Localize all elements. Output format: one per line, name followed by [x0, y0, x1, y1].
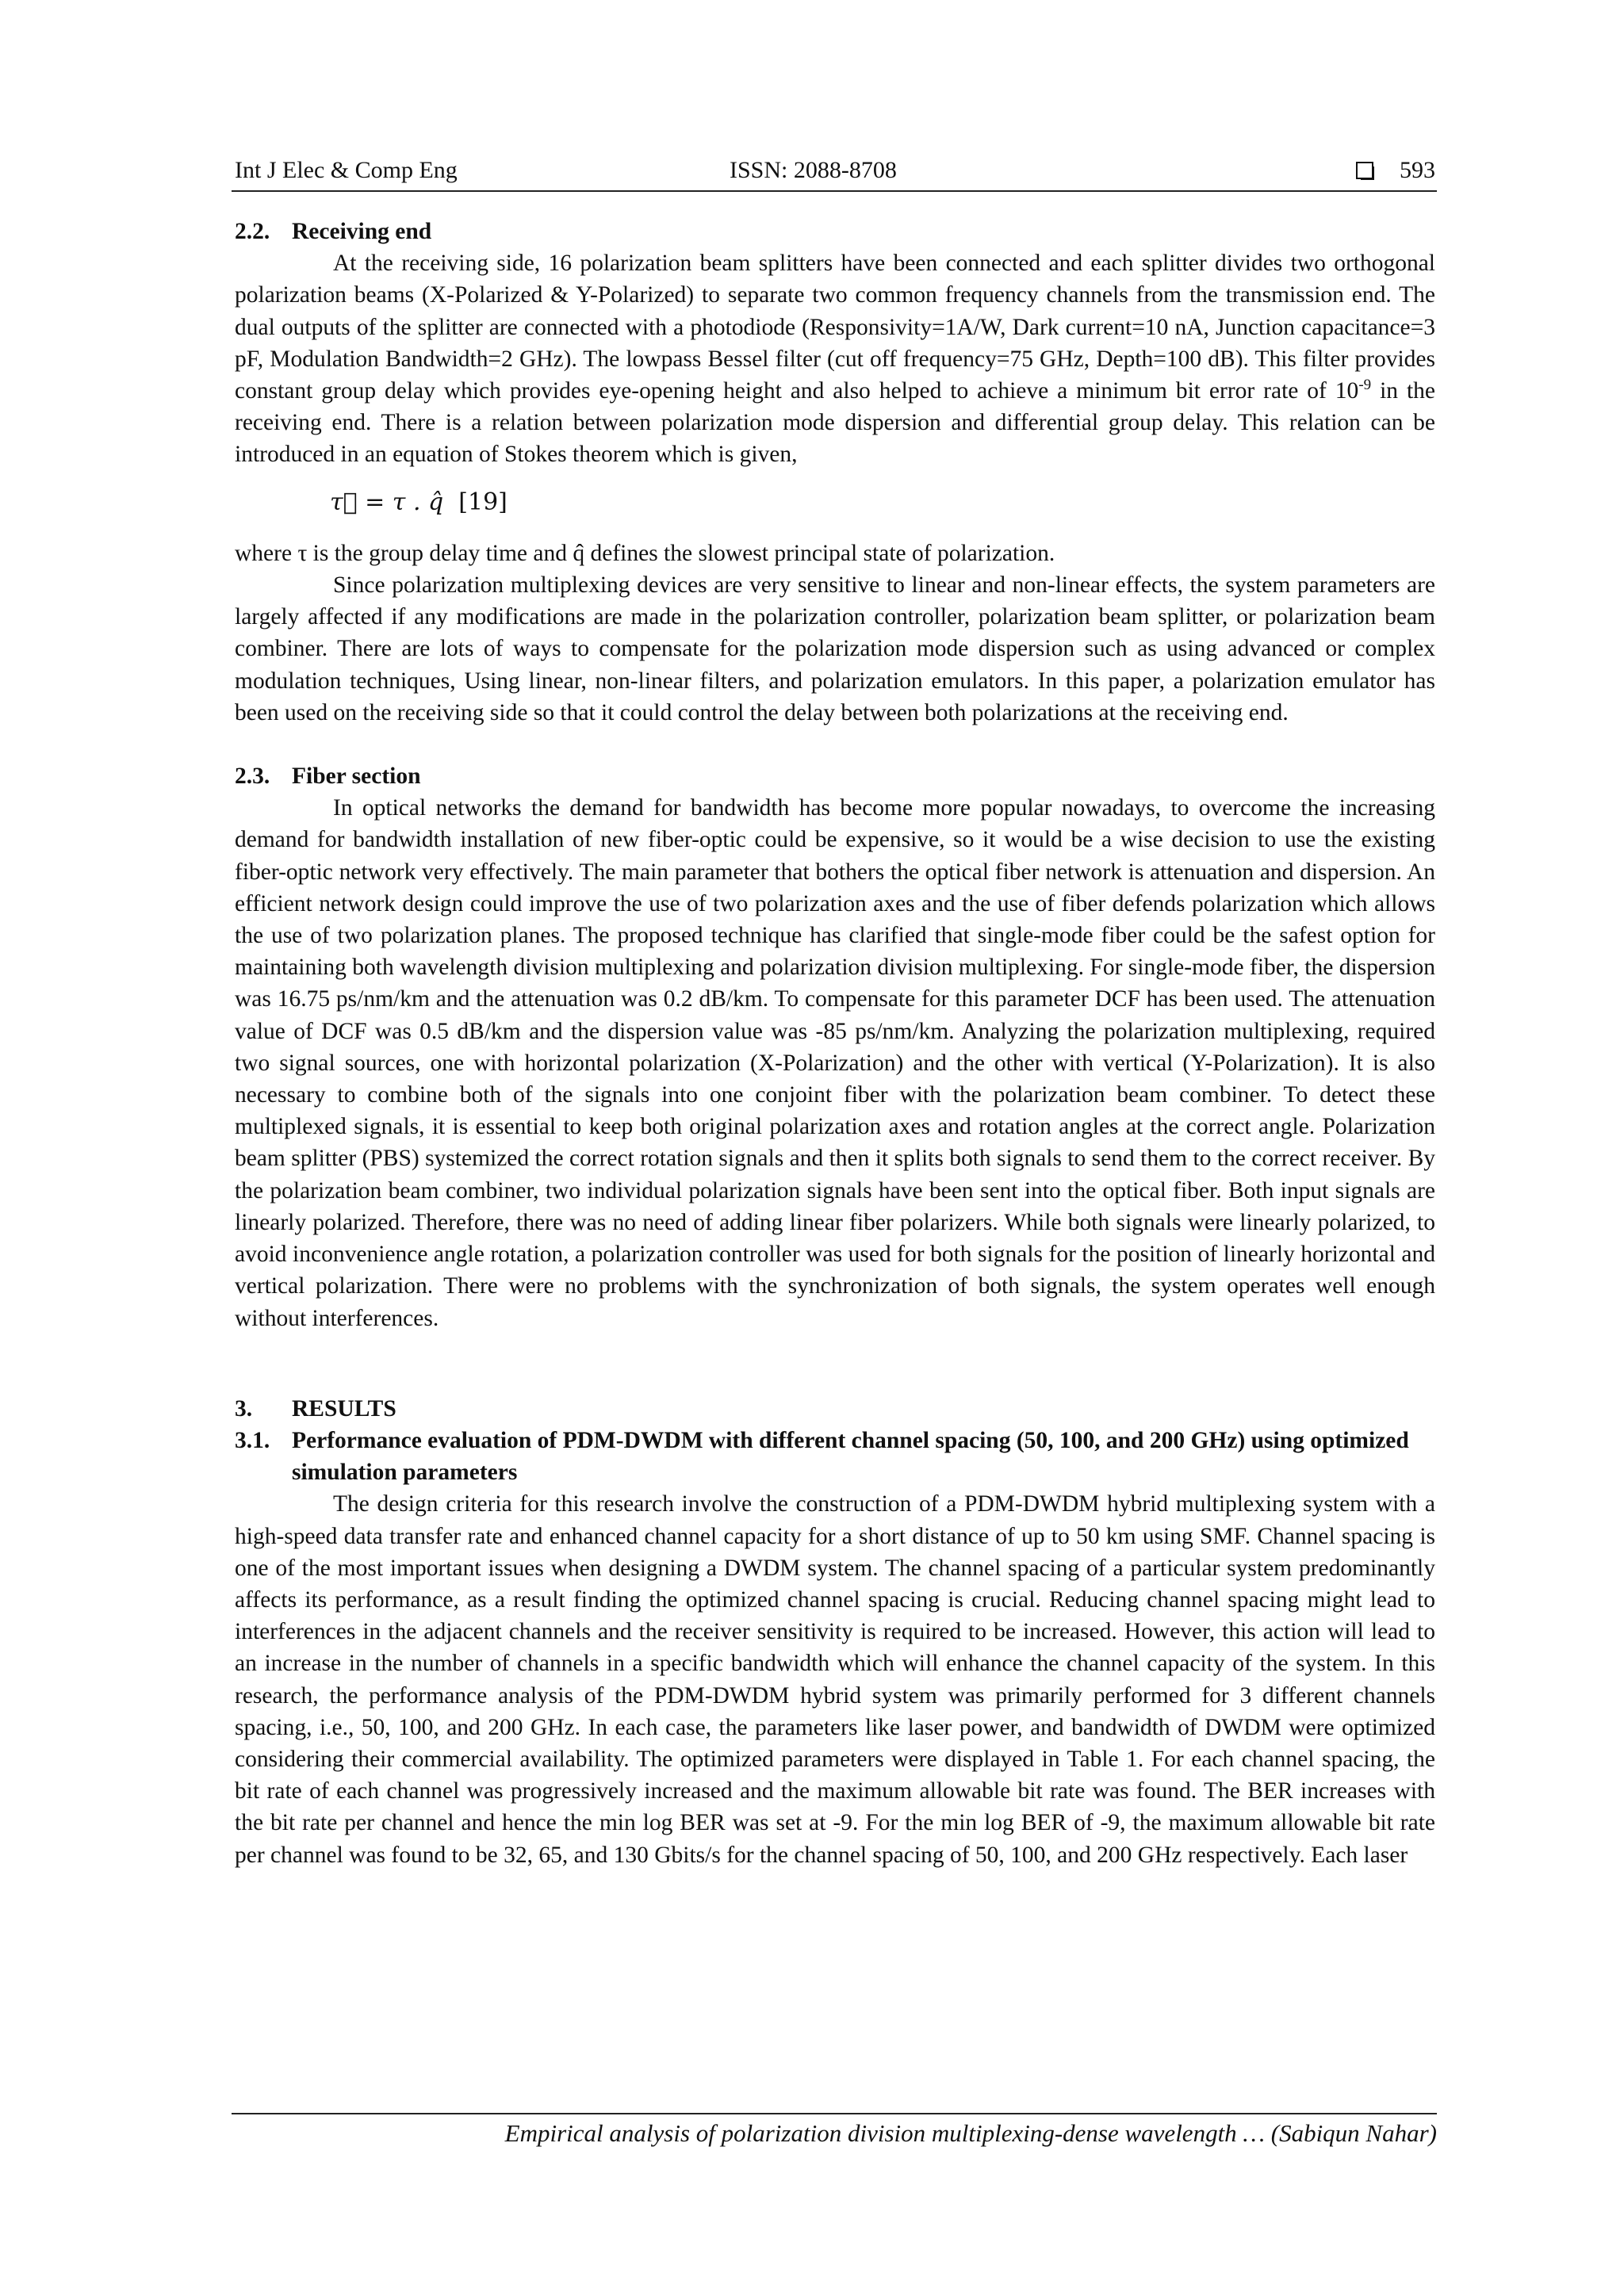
- section-heading-2-2: 2.2. Receiving end: [235, 219, 432, 244]
- equation: τ⃗ = τ . q̂ [19]: [330, 488, 508, 516]
- paragraph: where τ is the group delay time and q̂ defines the slowest principal state of polarization.: [235, 540, 1055, 566]
- running-footer: Empirical analysis of polarization division multiplexing-dense wavelength … (Sabiqun Nahar): [232, 2113, 1437, 2148]
- paragraph: At the receiving side, 16 polarization beam splitters have been connected and each splitter divides two orthogonal polarization beams (X-Polarized & Y-Polarized) to separate two common frequency channels from the transmission end. The dual outputs of the splitter are connected with a photodiode (Responsivity=1A/W, Dark current=10 nA, Junction capacitance=3 pF, Modulation Bandwidth=2 GHz). The lowpass Bessel filter (cut off frequency=75 GHz, Depth=100 dB). This filter provides constant group delay which provides eye-opening height and also helped to achieve a minimum bit error rate of $10^{-9}$ in the receiving end. There is a relation between polarization mode dispersion and differential group delay. This relation can be introduced in an equation of Stokes theorem which is given,: [235, 251, 1435, 468]
- section-heading-3-1: 3.1. Performance evaluation of PDM-DWDM with different channel spacing (50, 100, and 200 GHz) using optimized simulation parameters: [235, 1427, 1409, 1486]
- paragraph: In optical networks the demand for bandwidth has become more popular nowadays, to overcome the increasing demand for bandwidth installation of new fiber-optic could be expensive, so it would be a wise decision to use the existing fiber-optic network very effectively. The main parameter that bothers the optical fiber network is attenuation and dispersion. An efficient network design could improve the use of two polarization axes and the use of fiber defends polarization which allows the use of two polarization planes. The proposed technique has clarified that single-mode fiber could be the safest option for maintaining both wavelength division multiplexing and polarization division multiplexing. For single-mode fiber, the dispersion was 16.75 ps/nm/km and the attenuation was 0.2 dB/km. To compensate for this parameter DCF has been used. The attenuation value of DCF was 0.5 dB/km and the dispersion value was -85 ps/nm/km. Analyzing the polarization multiplexing, required two signal sources, one with horizontal polarization (X-Polarization) and the other with vertical (Y-Polarization). It is also necessary to combine both of the signals into one conjoint fiber with the polarization beam combiner. To detect these multiplexed signals, it is essential to keep both original polarization axes and rotation angles at the correct angle. Polarization beam splitter (PBS) systemized the correct rotation signals and then it splits both signals to send them to the correct receiver. By the polarization beam combiner, two individual polarization signals have been sent into the optical fiber. Both input signals are linearly polarized. Therefore, there was no need of adding linear fiber polarizers. While both signals were linearly polarized, to avoid inconvenience angle rotation, a polarization controller was used for both signals for the position of linearly horizontal and vertical polarization. There were no problems with the synchronization of both signals, the system operates well enough without interferences.: [235, 795, 1435, 1331]
- journal-name: Int J Elec & Comp Eng: [235, 157, 458, 183]
- running-header: [232, 155, 1437, 192]
- paragraph: Since polarization multiplexing devices are very sensitive to linear and non-linear effects, the system parameters are largely affected if any modifications are made in the polarization controller, polarization beam splitter, or polarization beam combiner. There are lots of ways to compensate for the polarization mode dispersion such as using advanced or complex modulation techniques, Using linear, non-linear filters, and polarization emulators. In this paper, a polarization emulator has been used on the receiving side so that it could control the delay between both polarizations at the receiving end.: [235, 572, 1435, 725]
- section-heading-2-3: 2.3. Fiber section: [235, 763, 421, 790]
- issn: ISSN: 2088-8708: [730, 157, 897, 183]
- checkbox-icon: [1356, 162, 1373, 179]
- page-number: 593: [1400, 157, 1435, 183]
- section-heading-3: 3. RESULTS: [235, 1395, 396, 1422]
- equation-reference: [19]: [458, 488, 508, 516]
- page-body: [235, 216, 1435, 1871]
- paragraph: The design criteria for this research involve the construction of a PDM-DWDM hybrid multiplexing system with a high-speed data transfer rate and enhanced channel capacity for a short distance of up to 50 km using SMF. Channel spacing is one of the most important issues when designing a DWDM system. The channel spacing of a particular system predominantly affects its performance, as a result finding the optimized channel spacing is crucial. Reducing channel spacing might lead to interferences in the adjacent channels and the receiver sensitivity is required to be increased. However, this action will lead to an increase in the number of channels in a specific bandwidth which will enhance the channel capacity of the system. In this research, the performance analysis of the PDM-DWDM hybrid system was primarily performed for 3 different channels spacing, i.e., 50, 100, and 200 GHz. In each case, the parameters like laser power, and bandwidth of DWDM were optimized considering their commercial availability. The optimized parameters were displayed in Table 1. For each channel spacing, the bit rate of each channel was progressively increased and the maximum allowable bit rate was found. The BER increases with the bit rate per channel and hence the min log BER was set at -9. For the min log BER of -9, the maximum allowable bit rate per channel was found to be 32, 65, and 130 Gbits/s for the channel spacing of 50, 100, and 200 GHz respectively. Each laser: [235, 1491, 1435, 1868]
